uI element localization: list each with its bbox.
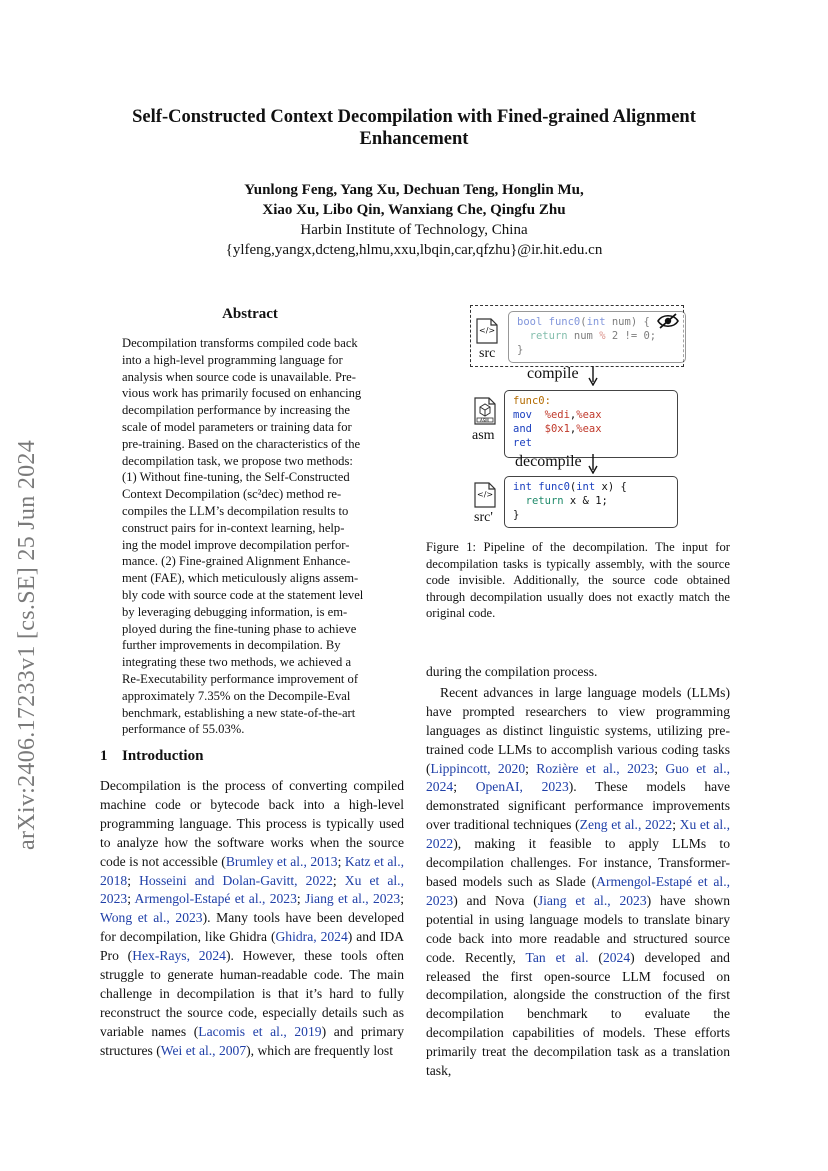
assembly-code (504, 390, 678, 458)
decompiled-source-code (504, 476, 678, 528)
code-token: bool (517, 316, 543, 328)
citation-link[interactable]: Xu et al., 2022 (426, 817, 730, 852)
abstract-line: compiles the LLM’s decompilation results to (122, 503, 349, 518)
citation-link[interactable]: 2024 (602, 949, 631, 965)
citation-link[interactable]: OpenAI, 2023 (475, 779, 569, 795)
abstract-line: into a high-level programming language for (122, 352, 343, 367)
authors-line-1: Yunlong Feng, Yang Xu, Dechuan Teng, Honglin Mu, (244, 182, 584, 198)
paper-title (0, 106, 828, 150)
code-line: bool func0(int num) { (517, 316, 650, 328)
code-line: mov %edi,%eax (513, 409, 602, 421)
decompile-label: decompile (515, 453, 582, 470)
code-line: return num % 2 != 0; (529, 330, 657, 342)
assembly-file-icon (474, 397, 496, 425)
affiliation: Harbin Institute of Technology, China (300, 222, 528, 238)
authors-line-2: Xiao Xu, Libo Qin, Wanxiang Che, Qingfu Zhu (262, 202, 566, 218)
code-token: return (529, 330, 568, 342)
citation-link[interactable]: Hex-Rays, 2024 (132, 948, 226, 964)
abstract-line: vious work has primarily focused on enhancing (122, 386, 362, 401)
code-token: int (513, 481, 532, 493)
abstract-heading: Abstract (222, 306, 278, 322)
abstract-line: mance. (2) Fine-grained Alignment Enhance- (122, 554, 351, 569)
code-line: and $0x1,%eax (513, 423, 602, 435)
intro-text-left: Decompilation is the process of converting compiled machine code or bytecode back into a high-level programming language. This process is typically used to analyze how the software works when the source code is not accessible (Brumley et al., 2013; Katz et al., 2018; Hosseini and Dolan-Gavitt, 2022; Xu et al., 2023; Armengol-Estapé et al., 2023; Jiang et al., 2023; Wong et al., 2023). Many tools have been developed for decompilation, like Ghidra (Ghidra, 2024) and IDA Pro (Hex-Rays, 2024). However, these tools often struggle to generate human-readable code. The main challenge in decompilation is that it’s hard to fully reconstruct the source code, especially details such as variable names (Lacomis et al., 2019) and primary structures (Wei et al., 2007), which are frequently lost (100, 778, 405, 1058)
abstract-line: Re-Executability performance improvement of (122, 671, 359, 686)
abstract-line: ment (FAE), which meticulously aligns assem- (122, 571, 359, 586)
code-token: and (513, 423, 532, 435)
code-line: } (517, 344, 524, 356)
abstract-line: integrating these two methods, we achieved a (122, 655, 352, 670)
section-number: 1 (100, 748, 108, 764)
code-token: %eax (576, 423, 602, 435)
paragraph-continuation: during the compilation process. (426, 664, 598, 679)
title-line-1: Self-Constructed Context Decompilation with Fined-grained Alignment (132, 107, 696, 127)
code-token: int (586, 316, 606, 328)
arxiv-identifier: arXiv:2406.17233v1 [cs.SE] 25 Jun 2024 (14, 439, 40, 850)
abstract-line: construct pairs for in-context learning, help- (122, 520, 345, 535)
citation-link[interactable]: Ghidra, 2024 (275, 929, 348, 945)
code-icon-glyph: </> (479, 326, 496, 335)
abstract-line: by leveraging debugging information, is em- (122, 604, 348, 619)
author-block (0, 180, 828, 260)
citation-link[interactable]: Katz et al., 2018 (100, 853, 404, 888)
abstract-line: further improvements in decompilation. By (122, 638, 341, 653)
abstract-line: benchmark, establishing a new state-of-the-art (122, 705, 356, 720)
citation-link[interactable]: Wei et al., 2007 (160, 1042, 247, 1058)
citation-link[interactable]: Hosseini and Dolan-Gavitt, 2022 (139, 872, 333, 888)
citation-link[interactable]: Lippincott, 2020 (430, 760, 526, 776)
figure-1-caption: Figure 1: Pipeline of the decompilation. The input for decompilation tasks is typically assembly, with the source code invisible. Additionally, the source code obtained through decompilation usually does not exactly match the original code. (426, 540, 730, 621)
src-label: src (479, 346, 496, 361)
src-prime-label: src' (474, 510, 493, 525)
citation-link[interactable]: Lacomis et al., 2019 (198, 1023, 322, 1039)
decompiled-file-icon (474, 482, 496, 508)
abstract-line: scale of model parameters or training data for (122, 419, 352, 434)
code-token: $0x1 (544, 423, 570, 435)
code-token: %eax (576, 409, 602, 421)
abstract-line: decompilation task, we propose two methods: (122, 453, 353, 468)
code-token: %edi (544, 409, 570, 421)
citation-link[interactable]: Armengol-Estapé et al., 2023 (134, 891, 297, 907)
asm-label: asm (472, 428, 495, 443)
citation-link[interactable]: Tan et al. (525, 949, 589, 965)
citation-link[interactable]: Armengol-Estapé et al., 2023 (426, 873, 730, 908)
code-line: ret (513, 437, 532, 449)
author-emails: {ylfeng,yangx,dcteng,hlmu,xxu,lbqin,car,qfzhu}@ir.hit.edu.cn (225, 242, 603, 258)
code-token: % (599, 330, 606, 342)
citation-link[interactable]: Wong et al., 2023 (100, 910, 203, 926)
abstract-line: performance of 55.03%. (122, 722, 245, 737)
code-token: mov (513, 409, 532, 421)
citation-link[interactable]: Zeng et al., 2022 (579, 817, 673, 833)
code-line: int func0(int x) { (513, 481, 627, 493)
citation-link[interactable]: Guo et al., 2024 (426, 760, 730, 795)
arrow-down-icon (587, 454, 599, 474)
citation-link[interactable]: Xu et al., 2023 (100, 872, 404, 907)
title-line-2: Enhancement (359, 129, 469, 149)
code-line: func0: (513, 395, 551, 407)
abstract-line: approximately 7.35% on the Decompile-Eval (122, 688, 351, 703)
section-heading-introduction (100, 748, 203, 765)
citation-link[interactable]: Rozière et al., 2023 (536, 760, 655, 776)
arrow-down-icon (587, 366, 599, 386)
abstract-line: pre-training. Based on the characteristics of the (122, 436, 361, 451)
abstract-line: decompilation performance by increasing the (122, 403, 350, 418)
eye-slash-icon (657, 312, 679, 330)
source-file-icon (476, 318, 498, 344)
code-token: int (576, 481, 596, 493)
citation-link[interactable]: Jiang et al., 2023 (304, 891, 401, 907)
abstract-line: ployed during the fine-tuning phase to achieve (122, 621, 357, 636)
code-token: return (525, 495, 564, 507)
compile-label: compile (527, 365, 579, 382)
abstract-line: bly code with source code at the statement level (122, 587, 364, 602)
code-token: func0 (538, 481, 570, 493)
paragraph: Recent advances in large language models (LLMs) have prompted researchers to view programming languages as distinct linguistic systems, utilizing pre-trained code LLMs to accomplish various coding tasks (Lippincott, 2020; Rozière et al., 2023; Guo et al., 2024; OpenAI, 2023). These models have demonstrated significant performance improvements over traditional techniques (Zeng et al., 2022; Xu et al., 2022), making it feasible to apply LLMs to decompilation challenges. For instance, Transformer-based models such as Slade (Armengol-Estapé et al., 2023) and Nova (Jiang et al., 2023) have shown potential in using language models to translate binary code back into more readable and structured source code. Recently, Tan et al. (2024) developed and released the first open-source LLM focused on decompilation, alongside the construction of the first decompilation benchmark to evaluate the decompilation capabilities of models. These efforts primarily treat the decompilation task as a translation task, (426, 684, 730, 1079)
abstract-line: Decompilation transforms compiled code back (122, 336, 358, 350)
abstract-line: Context Decompilation (sc²dec) method re- (122, 487, 342, 502)
asm-icon-glyph: ASM (480, 418, 489, 423)
abstract-line: (1) Without fine-tuning, the Self-Constructed (122, 470, 350, 485)
citation-link[interactable]: Brumley et al., 2013 (225, 853, 338, 869)
citation-link[interactable]: Jiang et al., 2023 (537, 892, 647, 908)
code-line: } (513, 509, 520, 521)
intro-text-right (426, 663, 730, 1081)
abstract-line: ing the model improve decompilation perfor- (122, 537, 350, 552)
section-title: Introduction (122, 748, 204, 764)
code-line: return x & 1; (525, 495, 608, 507)
abstract-text (122, 335, 380, 738)
code-token: func0 (548, 316, 581, 328)
code-icon-glyph: </> (477, 490, 494, 499)
abstract-line: analysis when source code is unavailable. Pre- (122, 369, 356, 384)
